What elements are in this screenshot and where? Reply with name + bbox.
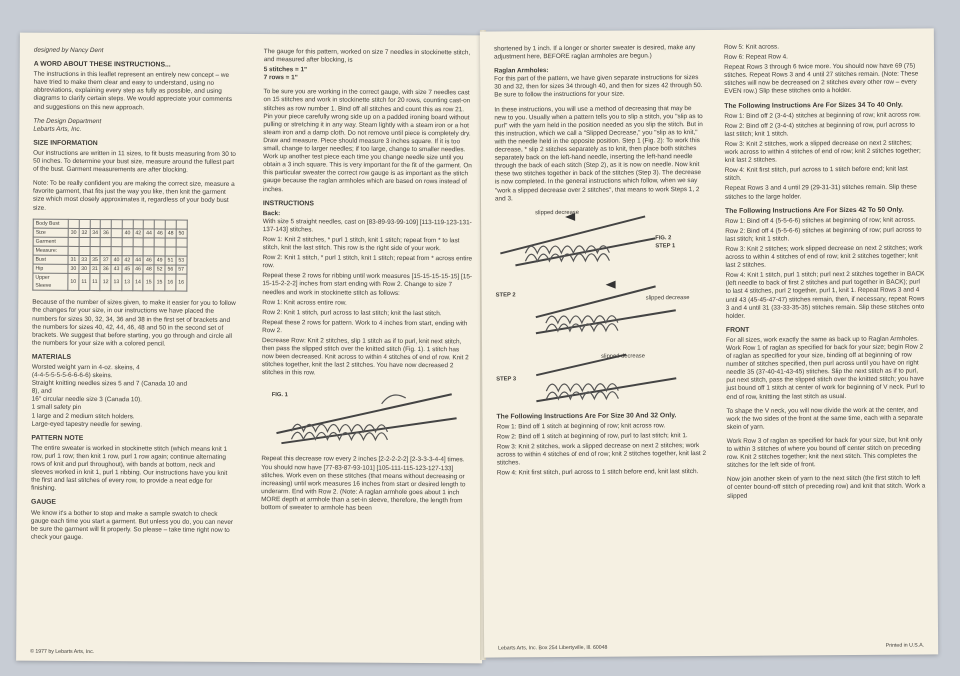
list-item: (4-4-5-5-5-5-6-6-6-6) skeins. <box>31 371 113 380</box>
about-signature-1: The Design Department <box>33 117 102 125</box>
raglan-body: For this part of the pattern, we have given separate instructions for sizes 30 and 32, then for sizes 34 through 40, and then for sizes 42 through 50. Be sure to follow the instructions for your size. <box>494 74 703 99</box>
knitting-step-3-icon <box>496 344 696 407</box>
sizes-30-32-heading: The Following Instructions Are For Size 30 And 32 Only. <box>496 411 677 421</box>
left-column-1 <box>31 47 239 549</box>
figure-2-step-2 <box>496 276 706 339</box>
instruction-para: Row 1: Knit 2 stitches, * purl 1 stitch, knit 1 stitch; repeat from * to last stitch, knit the last stitch. This row is the right side of your work. <box>262 236 460 253</box>
front-body: For all sizes, work exactly the same as back up to Raglan Armholes. Work Row 1 of raglan as specified for back for your size; begin Row 2 of raglan as specified for your size, binding off at beginning of row number of stitches specified, then purl across until you have on right needle 35 (37-40-41-43-45) stitches. Slip the next stitch as if to purl, put next stitch, pass the slipped stitch over the knitted stitch; you have just bound off 1 stitch at center of work for beginning of V neck. Purl to end of row, knitting the last stitch as usual. <box>725 335 925 401</box>
list-item: Worsted weight yarn in 4-oz. skeins, 4 <box>31 363 140 372</box>
table-row-label: Bust <box>33 255 68 264</box>
table-row-label: Upper Sleeve <box>33 273 68 290</box>
instruction-para: Row 2: Knit 1 stitch, purl across to last stitch; knit the last stitch. <box>262 308 442 317</box>
gauge-body: We know it's a bother to stop and make a sample swatch to check gauge each time you start a garment. But unless you do, you can never be sure the garment will fit properly. So please – take time right now to check your gauge. <box>30 509 234 541</box>
knitting-step-2-icon <box>496 276 696 339</box>
bracket-explanation: Because of the number of sizes given, to make it easier for you to follow the changes for your size, in our instructions we have placed the numbers for sizes 30, 32, 34, 36 and 38 in the first set of brackets and the numbers for sizes 40, 42, 44, 46, 48 and 50 in the second set of brackets. We suggest that before starting, you go through and circle all the numbers for your size with a colored pencil. <box>32 299 236 348</box>
step-2-label: STEP 2 <box>495 292 516 299</box>
row-instruction: Row 2: Bind off 1 stitch at beginning of row, purl to last stitch; knit 1. <box>496 432 688 441</box>
list-item: 16" circular needle size 3 (Canada 10). <box>31 396 142 404</box>
pattern-note-heading: PATTERN NOTE <box>31 434 84 442</box>
instruction-para: Repeat these 2 rows for pattern. Work to 4 inches from start, ending with Row 2. <box>262 318 468 335</box>
printed-in-usa: Printed in U.S.A. <box>885 642 925 649</box>
step-1-label: STEP 1 <box>655 242 676 250</box>
instruction-para: Row 1: Knit across entire row. <box>262 298 347 307</box>
list-item: Straight knitting needles sizes 5 and 7 (Canada 10 and <box>31 379 188 388</box>
figure-2-step-1 <box>495 208 705 271</box>
raglan-heading: Raglan Armholes: <box>494 67 549 75</box>
knitting-diagram-icon <box>261 384 461 451</box>
designer-credit: designed by Nancy Dent <box>33 46 104 55</box>
size-table <box>32 218 187 292</box>
step-3-label: STEP 3 <box>496 376 517 383</box>
slipped-decrease-label: slipped decrease <box>645 294 690 302</box>
front-heading: FRONT <box>725 326 750 334</box>
gauge-rows: 7 rows = 1" <box>263 74 298 82</box>
row-instruction: Row 1: Bind off 1 stitch at beginning of row; knit across row. <box>496 422 666 431</box>
table-row: Bust 31 33 35 37 40 42 44 46 49 51 53 <box>33 255 187 265</box>
right-column-1 <box>494 44 707 480</box>
gauge-check: To be sure you are working in the correct gauge, with size 7 needles cast on 15 stitches and work in stockinette stitch for 20 rows, counting cast-on stitches as row number 1. Bind off all stitches and count this as row 21. Pin your piece carefully wrong side up on a padded ironing board without pulling or stretching it in any way. Steam lightly with a steam iron or a hot steam iron and a damp cloth. Do not remove until piece is completely dry. Draw and measure. Piece should measure 3 inches square. If it is too small, change to larger needles; if too large, change to smaller needles. Work up another test piece each time you change needle size until you obtain a 3 inch square. This is very important for the fit of the garment. On this particular sweater the correct row gauge is as important as the stitch gauge because the raglan armholes which are based on rows instead of inches. <box>262 88 472 193</box>
size-info-heading: SIZE INFORMATION <box>33 139 98 147</box>
row-instruction: Row 1: Bind off 2 (3-4-4) stitches at beginning of row; knit across row. <box>724 111 921 120</box>
copyright-note: © 1977 by Lebarts Arts, Inc. <box>30 648 95 656</box>
instruction-para: With size 5 straight needles, cast on [83-89-93-99-109] [113-119-123-131-137-143] stitches. <box>262 217 472 234</box>
table-row-label: Hip <box>33 264 68 273</box>
table-row: Size 30 32 34 36 40 42 44 46 48 50 <box>33 228 187 238</box>
back-heading: Back: <box>262 209 281 217</box>
table-row: Upper Sleeve 10 11 11 12 13 13 14 15 15 16 16 <box>33 273 187 291</box>
row-instruction: Row 3: Knit 2 stitches, work a slipped decrease on next 2 stitches; work across to within 4 stitches of end of row; knit 2 stitches together; knit last 2 stitches. <box>724 139 921 165</box>
list-item: 1 large and 2 medium stitch holders. <box>31 412 135 420</box>
row-instruction: Row 4: Knit 1 stitch, purl 1 stitch; purl next 2 stitches together in BACK (left needle to back of first 2 stitches and purl together in BACK); purl to last 4 stitches, purl 2 together, purl 1, knit 1. Repeat Rows 3 and 4 until 43 (45-45-47-47) stitches remain, then, if necessary, repeat Rows 3 and 4 until 31 (33-33-35-35) stitches remain. Slip these stitches onto holder. <box>725 270 925 320</box>
row-instruction: Row 4: Knit first stitch, purl across to 1 stitch before end; knit last stitch. <box>724 165 908 183</box>
table-row <box>33 219 187 229</box>
slipped-decrease-label: slipped decrease <box>535 209 579 216</box>
size-info-note: Note: To be really confident you are making the correct size, measure a favorite garment, that fits just the way you like, then knit the garment size which most closely approximates it, regardless of your body bust size. <box>32 179 235 212</box>
row-instruction: Row 2: Bind off 2 (3-4-4) stitches at beginning of row, purl across to last stitch; knit 1 stitch. <box>724 121 915 138</box>
right-column-2 <box>724 42 927 506</box>
table-row-label: Body Bust <box>33 219 68 228</box>
about-body: The instructions in this leaflet represent an entirely new concept – we have tried to make them clear and easy to understand, using no abbreviations, explaining every step as fully as possible, and using diagrams to clarify certain steps. We would appreciate your comments and suggestions on this new approach. <box>33 70 232 111</box>
continued-text: shortened by 1 inch. If a longer or shorter sweater is desired, make any adjustment here, BEFORE raglan armholes are begun.) <box>493 44 696 61</box>
list-item: 8), and <box>31 387 52 396</box>
gauge-heading: GAUGE <box>31 499 57 507</box>
row-instruction: Row 4: Knit first stitch, purl across to 1 stitch before end, knit last stitch. <box>496 468 699 477</box>
figure-2-label: FIG. 2 <box>655 234 672 242</box>
about-heading: A WORD ABOUT THESE INSTRUCTIONS... <box>33 60 171 69</box>
row-instruction: Row 5: Knit across. <box>723 43 780 51</box>
table-row-label: Measure: <box>33 246 68 255</box>
pattern-note-body: The entire sweater is worked in stockinette stitch (which means knit 1 row, purl 1 row; then knit 1 row, purl 1 row again; continue alternating rows of knit and purl throughout), with bands at bottom, neck and sleeves worked in knit 1, purl 1 ribbing. Our instructions have you knit the first and last stitches of every row, to provide a neat edge for finishing. <box>31 444 228 493</box>
row-instruction: Row 2: Bind off 4 (5-5-6-6) stitches at beginning of row; purl across to last stitch; knit 1 stitch. <box>725 226 922 243</box>
row-instruction: Row 3: Knit 2 stitches; work slipped decrease on next 2 stitches; work across to within 4 stitches of end of row; knit 2 stitches together; knit last 2 stitches. <box>725 244 923 270</box>
left-page <box>16 33 486 664</box>
row-instruction: Repeat Rows 3 and 4 until 29 (29-31-31) stitches remain. Slip these stitches to the large holder. <box>724 183 917 201</box>
right-page <box>480 28 938 657</box>
left-column-2 <box>261 48 474 519</box>
table-row: Hip 30 30 31 36 43 45 46 48 52 56 57 <box>33 264 187 274</box>
row-instruction: Row 3: Knit 2 stitches, work a slipped decrease on next 2 stitches; work across to within 4 stitches of end of row; knit 2 stitches together, knit last 2 stitches. <box>496 442 707 467</box>
instructions-heading: INSTRUCTIONS <box>262 199 314 207</box>
gauge-spec: The gauge for this pattern, worked on size 7 needles in stockinette stitch, and measured after blocking, is <box>263 48 471 64</box>
size-info-body: Our instructions are written in 11 sizes, to fit busts measuring from 30 to 50 inches. To determine your bust size, measure around the fullest part of the bust. Garment measurements are after blocking. <box>33 149 236 174</box>
about-signature-2: Lebarts Arts, Inc. <box>33 125 82 133</box>
work-body: Work Row 3 of raglan as specified for back for your size, but knit only to within 3 stitches of where you bound off center stitch on preceding row. Knit 2 stitches together; knit the next stitch. This completes the stitches for the left side of front. <box>726 436 923 470</box>
table-row-label: Size <box>33 228 68 237</box>
figure-1 <box>261 384 471 451</box>
slipped-decrease-body: In these instructions, you will use a method of decreasing that may be new to you. Usually when a pattern tells you to slip a stitch, you "slip as to purl" with the yarn held in the position needed as you slip the stitch. But in this instruction, which we call a "Slipped Decrease," you "slip as to knit," with the needle held in the opposite position. Step 1 (Fig. 2): To work this decrease, * slip 2 stitches separately as to knit, then place both stitches separately back on the left-hand needle, inserting the left-hand needle through the back of each stitch (Step 2), as it is now on needle. Now knit these two stitches together in back of the stitches (Step 3). The decrease is now completed. In the general instructions which follow, when we say "work a slipped decrease over 2 stitches", that means to work Steps 1, 2 and 3. <box>494 104 703 203</box>
list-item: 1 small safety pin <box>31 404 82 412</box>
sizes-42-50-heading: The Following Instructions Are For Sizes 42 To 50 Only. <box>725 206 904 215</box>
table-row-label: Garment <box>33 237 68 246</box>
join-body: Now join another skein of yarn to the next stitch (the first stitch to left of center bound-off stitch of preceding row) and knit that stitch. Work a slipped <box>726 474 926 500</box>
sizes-34-40-heading: The Following Instructions Are For Sizes 34 To 40 Only. <box>724 101 903 110</box>
row-instruction: Row 6: Repeat Row 4. <box>723 53 788 61</box>
slipped-decrease-label: slipped decrease <box>601 353 645 360</box>
repeat-instruction: Repeat Rows 3 through 6 twice more. You should now have 69 (75) stitches. Repeat Rows 3 and 4 until 27 stitches remain. (Note: These stitches will now be decreased on 2 stitches every other row – every EVEN row.) Slip these stitches onto a holder. <box>724 62 919 96</box>
publisher-footer: Lebarts Arts, Inc. Box 254 Libertyville, Ill. 60048 <box>498 644 608 652</box>
figure-2-step-3 <box>496 344 706 407</box>
row-instruction: Row 1: Bind off 4 (5-5-6-6) stitches at beginning of row; knit across. <box>725 216 916 225</box>
figure-1-label: FIG. 1 <box>271 392 288 399</box>
table-row <box>33 246 187 256</box>
materials-list <box>32 364 237 430</box>
vneck-body: To shape the V neck, you will now divide the work at the center, and work the two sides of the front at the same time, each with a separate skein of yarn. <box>726 406 923 431</box>
gauge-stitches: 5 stitches = 1" <box>263 66 308 74</box>
instruction-para: Decrease Row: Knit 2 stitches, slip 1 stitch as if to purl, knit next stitch, then pass the slipped stitch over the knitted stitch (Fig. 1). 1 stitch has now been decreased. Knit across to within 4 stitches of end of row. Knit 2 stitches together, knit the last 2 stitches. You have now decreased 2 stitches in this row. <box>261 337 469 377</box>
materials-heading: MATERIALS <box>31 353 72 361</box>
instruction-para: Repeat this decrease row every 2 inches [2-2-2-2-2] [2-3-3-3-4-4] times. You should now have [77-83-87-93-101] [105-111-115-123-127-133] stitches. Work even on these stitches (that means without decreasing or increasing) until work measures 16 inches from start or desired length to underarm. End with Row 2. (Note: A raglan armhole goes about 1 inch MORE depth at armhole than a set-in sleeve, therefore, the length from bottom of sweater to armhole has been <box>261 455 466 512</box>
instruction-para: Row 2: Knit 1 stitch, * purl 1 stitch, knit 1 stitch; repeat from * across entire row. <box>262 254 473 270</box>
list-item: Large-eyed tapestry needle for sewing. <box>31 420 143 428</box>
instruction-para: Repeat these 2 rows for ribbing until work measures [15-15-15-15-15] [15-15-15-2-2-2] inches from start ending with Row 2. Change to size 7 needles and work in stockinette stitch as follows: <box>262 272 473 297</box>
